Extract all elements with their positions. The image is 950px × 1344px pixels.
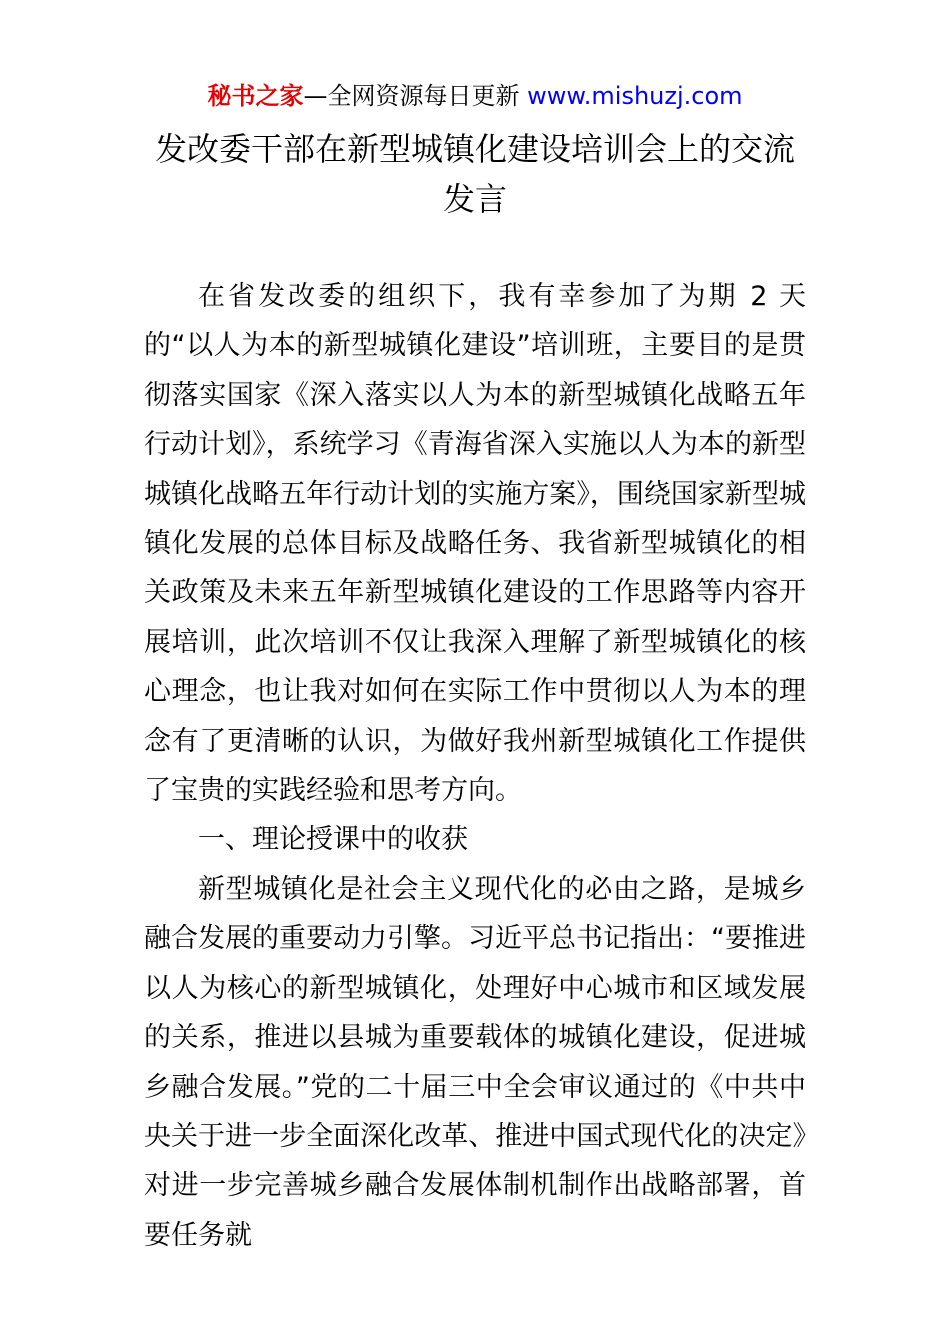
paragraph-intro: 在省发改委的组织下，我有幸参加了为期 2 天的“以人为本的新型城镇化建设”培训班，主要目的是贯彻落实国家《深入落实以人为本的新型城镇化战略五年行动计划》，系统学习《青海省深入实施以人为本的新型城镇化战略五年行动计划的实施方案》，围绕国家新型城镇化发展的总体目标及战略任务、我省新型城镇化的相关政策及未来五年新型城镇化建设的工作思路等内容开展培训，此次培训不仅让我深入理解了新型城镇化的核心理念，也让我对如何在实际工作中贯彻以人为本的理念有了更清晰的认识，为做好我州新型城镇化工作提供了宝贵的实践经验和思考方向。 [144,281,806,807]
site-header [0,80,950,112]
site-slogan: —全网资源每日更新 [303,82,520,110]
document-title: 发改委干部在新型城镇化建设培训会上的交流发言 [154,130,795,218]
paragraph-section-1: 新型城镇化是社会主义现代化的必由之路，是城乡融合发展的重要动力引擎。习近平总书记指出：“要推进以人为核心的新型城镇化，处理好中心城市和区域发展的关系，推进以县城为重要载体的城镇化建设，促进城乡融合发展。”党的二十届三中全会审议通过的《中共中央关于进一步全面深化改革、推进中国式现代化的决定》对进一步完善城乡融合发展体制机制作出战略部署，首要任务就 [144,873,806,1251]
site-url-link[interactable]: www.mishuzj.com [527,82,743,110]
document-body [144,272,806,1260]
site-brand: 秘书之家 [207,82,304,110]
section-heading: 一、理论授课中的收获 [198,824,468,856]
